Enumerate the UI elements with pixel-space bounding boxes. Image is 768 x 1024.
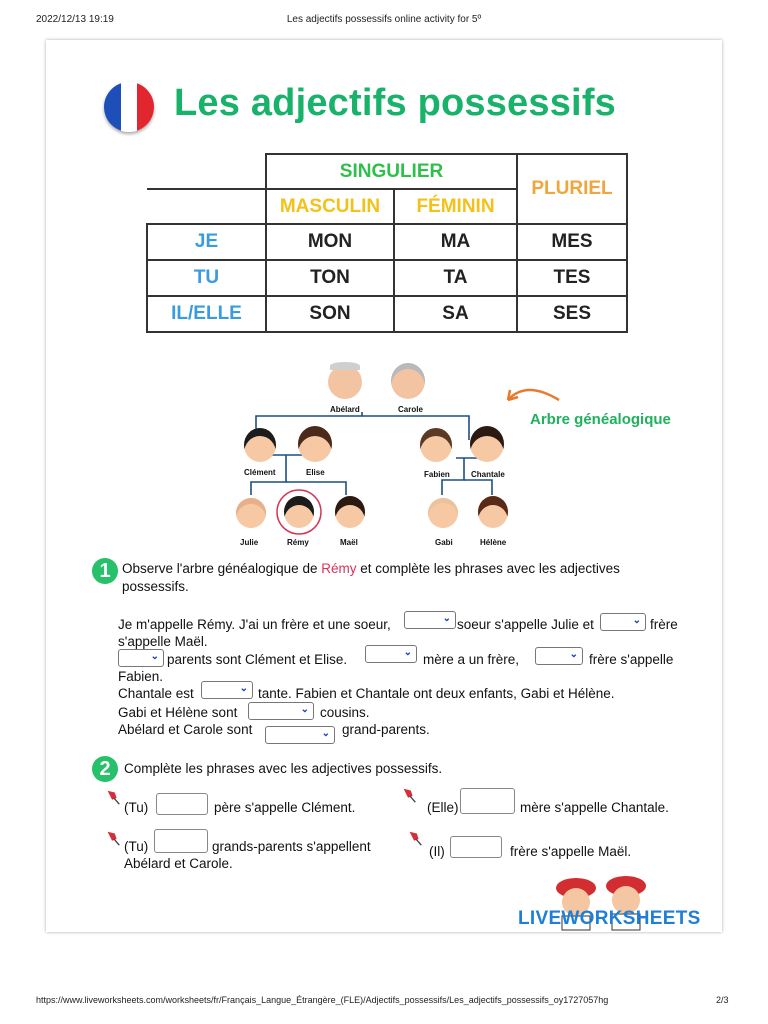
answer-input-3[interactable] — [154, 829, 208, 853]
plur-cell: TES — [517, 260, 627, 296]
ex1-line1c: frère — [650, 617, 678, 632]
helene-face-icon — [478, 496, 508, 528]
name-abelard: Abélard — [330, 405, 360, 414]
answer-select-8[interactable]: ⌄ — [265, 726, 335, 744]
masc-cell: MON — [266, 224, 394, 260]
plur-cell: SES — [517, 296, 627, 332]
ex1-line4: Fabien. — [118, 669, 164, 684]
ex2-q2a: (Elle) — [427, 800, 459, 815]
exercise-1-instruction: Observe l'arbre généalogique de Rémy et complète les phrases avec les adjectives possessifs. — [122, 561, 620, 594]
print-url: https://www.liveworksheets.com/worksheets/fr/Français_Langue_Étrangère_(FLE)/Adjectifs_possessifs/Les_adjectifs_possessifs_oy1727057hg — [36, 995, 609, 1005]
header-pluriel: PLURIEL — [517, 154, 627, 224]
answer-select-1[interactable]: ⌄ — [404, 611, 456, 629]
ex1-line3b: mère a un frère, — [423, 652, 520, 667]
name-gabi: Gabi — [435, 538, 453, 547]
worksheet-title: Les adjectifs possessifs — [174, 82, 617, 124]
name-julie: Julie — [240, 538, 259, 547]
ex2-q1b: père s'appelle Clément. — [214, 800, 356, 815]
liveworksheets-logo: LIVEWORKSHEETS — [518, 908, 701, 929]
tree-label: Arbre généalogique — [530, 411, 671, 428]
ex1-line7b: grand-parents. — [342, 722, 430, 737]
ex2-q1a: (Tu) — [124, 800, 149, 815]
grandma-face-icon — [391, 363, 425, 399]
pushpin-icon — [104, 829, 122, 847]
name-chantale: Chantale — [471, 470, 505, 479]
pushpin-icon — [400, 786, 418, 804]
ex2-q3a: (Tu) — [124, 839, 149, 854]
ex1-line1b: soeur s'appelle Julie et — [457, 617, 594, 632]
fem-cell: TA — [394, 260, 517, 296]
ex2-q3c: Abélard et Carole. — [124, 856, 233, 871]
answer-select-5[interactable]: ⌄ — [535, 647, 583, 665]
ex1-line6a: Gabi et Hélène sont — [118, 705, 238, 720]
ex1-line7a: Abélard et Carole sont — [118, 722, 253, 737]
pronoun-cell: JE — [147, 224, 266, 260]
ex1-line3a: parents sont Clément et Elise. — [167, 652, 348, 667]
pronoun-cell: TU — [147, 260, 266, 296]
chantale-face-icon — [470, 426, 504, 462]
answer-select-6[interactable]: ⌄ — [201, 681, 253, 699]
gabi-face-icon — [428, 498, 458, 528]
print-title: Les adjectifs possessifs online activity for 5º — [286, 14, 482, 25]
print-page-number: 2/3 — [716, 995, 729, 1005]
answer-input-4[interactable] — [450, 836, 502, 858]
grandpa-face-icon — [328, 365, 362, 399]
name-carole: Carole — [398, 405, 423, 414]
pushpin-icon — [406, 829, 424, 847]
answer-select-7[interactable]: ⌄ — [248, 702, 314, 720]
answer-input-1[interactable] — [156, 793, 208, 815]
ex1-line5b: tante. Fabien et Chantale ont deux enfants, Gabi et Hélène. — [258, 686, 615, 701]
clement-face-icon — [244, 428, 276, 462]
family-tree-lines — [46, 40, 722, 560]
julie-face-icon — [236, 498, 266, 528]
pushpin-icon — [104, 788, 122, 806]
ex2-q2b: mère s'appelle Chantale. — [520, 800, 669, 815]
name-fabien: Fabien — [424, 470, 450, 479]
remy-face-icon — [284, 496, 314, 528]
mael-face-icon — [335, 496, 365, 528]
answer-input-2[interactable] — [460, 788, 515, 814]
ex1-line3c: frère s'appelle — [589, 652, 674, 667]
exercise-1-number: 1 — [92, 558, 118, 584]
fabien-face-icon — [420, 428, 452, 462]
print-datetime: 2022/12/13 19:19 — [36, 14, 114, 25]
masc-cell: SON — [266, 296, 394, 332]
pronoun-cell: IL/ELLE — [147, 296, 266, 332]
hair-icon — [330, 362, 360, 370]
masc-cell: TON — [266, 260, 394, 296]
ex2-q4a: (Il) — [429, 844, 445, 859]
name-mael: Maël — [340, 538, 358, 547]
exercise-2-number: 2 — [92, 756, 118, 782]
worksheet — [46, 40, 722, 932]
answer-select-4[interactable]: ⌄ — [365, 645, 417, 663]
header-singulier: SINGULIER — [266, 154, 517, 189]
ex1-line2: s'appelle Maël. — [118, 634, 208, 649]
name-clement: Clément — [244, 468, 276, 477]
elise-face-icon — [298, 426, 332, 462]
plur-cell: MES — [517, 224, 627, 260]
fem-cell: MA — [394, 224, 517, 260]
name-elise: Elise — [306, 468, 325, 477]
answer-select-2[interactable]: ⌄ — [600, 613, 646, 631]
answer-select-3[interactable]: ⌄ — [118, 649, 164, 667]
ex2-q4b: frère s'appelle Maël. — [510, 844, 632, 859]
ex2-q3b: grands-parents s'appellent — [212, 839, 371, 854]
header-feminin: FÉMININ — [394, 189, 517, 224]
ex1-line5a: Chantale est — [118, 686, 194, 701]
ex1-line6b: cousins. — [320, 705, 370, 720]
ex1-line1a: Je m'appelle Rémy. J'ai un frère et une soeur, — [118, 617, 391, 632]
fem-cell: SA — [394, 296, 517, 332]
exercise-2-instruction: Complète les phrases avec les adjectives possessifs. — [124, 761, 443, 776]
header-masculin: MASCULIN — [266, 189, 394, 224]
name-remy: Rémy — [287, 538, 309, 547]
name-helene: Hélène — [480, 538, 507, 547]
